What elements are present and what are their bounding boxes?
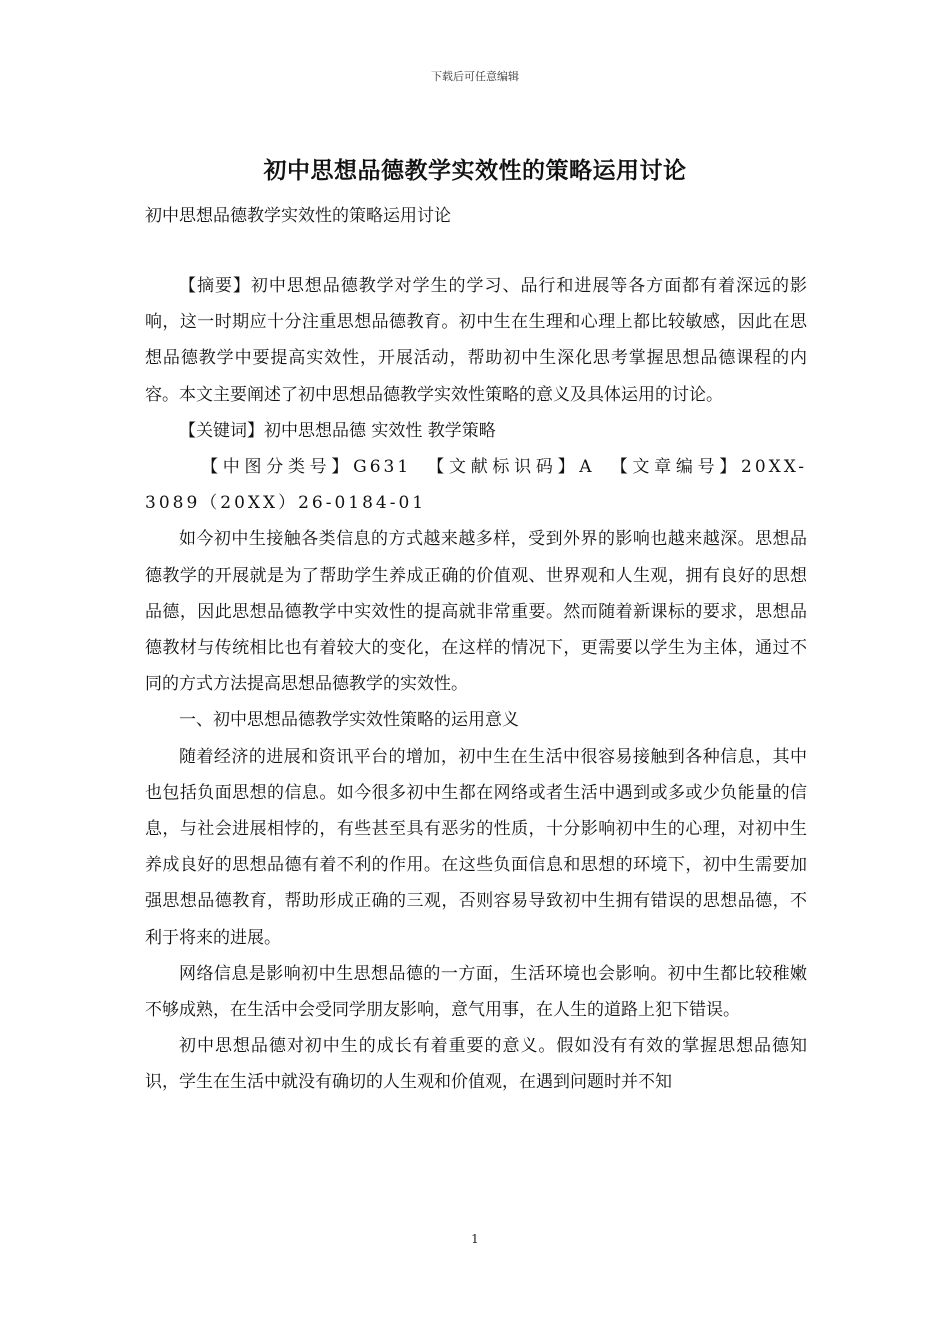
body-paragraph-2: 网络信息是影响初中生思想品德的一方面，生活环境也会影响。初中生都比较稚嫩不够成熟，在生活中会受同学朋友影响，意气用事，在人生的道路上犯下错误。 bbox=[145, 963, 807, 1021]
page-number: 1 bbox=[471, 1232, 479, 1246]
section-heading: 一、初中思想品德教学实效性策略的运用意义 bbox=[179, 710, 519, 731]
classification-paragraph: 【中图分类号】G631 【文献标识码】A 【文章编号】20XX-3089（20XX）26-0184-01 bbox=[145, 457, 807, 514]
intro-paragraph: 如今初中生接触各类信息的方式越来越多样，受到外界的影响也越来越深。思想品德教学的开展就是为了帮助学生养成正确的价值观、世界观和人生观，拥有良好的思想品德，因此思想品德教学中实效性的提高就非常重要。然而随着新课标的要求，思想品德教材与传统相比也有着较大的变化，在这样的情况下，更需要以学生为主体，通过不同的方式方法提高思想品德教学的实效性。 bbox=[145, 529, 807, 695]
header-note: 下载后可任意编辑 bbox=[431, 70, 519, 83]
body-paragraph-3: 初中思想品德对初中生的成长有着重要的意义。假如没有有效的掌握思想品德知识，学生在生活中就没有确切的人生观和价值观，在遇到问题时并不知 bbox=[145, 1036, 807, 1093]
body-paragraph-1: 随着经济的进展和资讯平台的增加，初中生在生活中很容易接触到各种信息，其中也包括负面思想的信息。如今很多初中生都在网络或者生活中遇到或多或少负能量的信息，与社会进展相悖的，有些甚至具有恶劣的性质，十分影响初中生的心理，对初中生养成良好的思想品德有着不利的作用。在这些负面信息和思想的环境下，初中生需要加强思想品德教育，帮助形成正确的三观，否则容易导致初中生拥有错误的思想品德，不利于将来的进展。 bbox=[145, 746, 807, 948]
document-body bbox=[145, 268, 807, 1101]
document-subtitle: 初中思想品德教学实效性的策略运用讨论 bbox=[145, 206, 451, 226]
abstract-paragraph: 【摘要】初中思想品德教学对学生的学习、品行和进展等各方面都有着深远的影响，这一时期应十分注重思想品德教育。初中生在生理和心理上都比较敏感，因此在思想品德教学中要提高实效性，开展活动，帮助初中生深化思考掌握思想品德课程的内容。本文主要阐述了初中思想品德教学实效性策略的意义及具体运用的讨论。 bbox=[145, 276, 807, 405]
keywords-paragraph: 【关键词】初中思想品德 实效性 教学策略 bbox=[179, 420, 496, 441]
document-title: 初中思想品德教学实效性的策略运用讨论 bbox=[263, 157, 687, 184]
